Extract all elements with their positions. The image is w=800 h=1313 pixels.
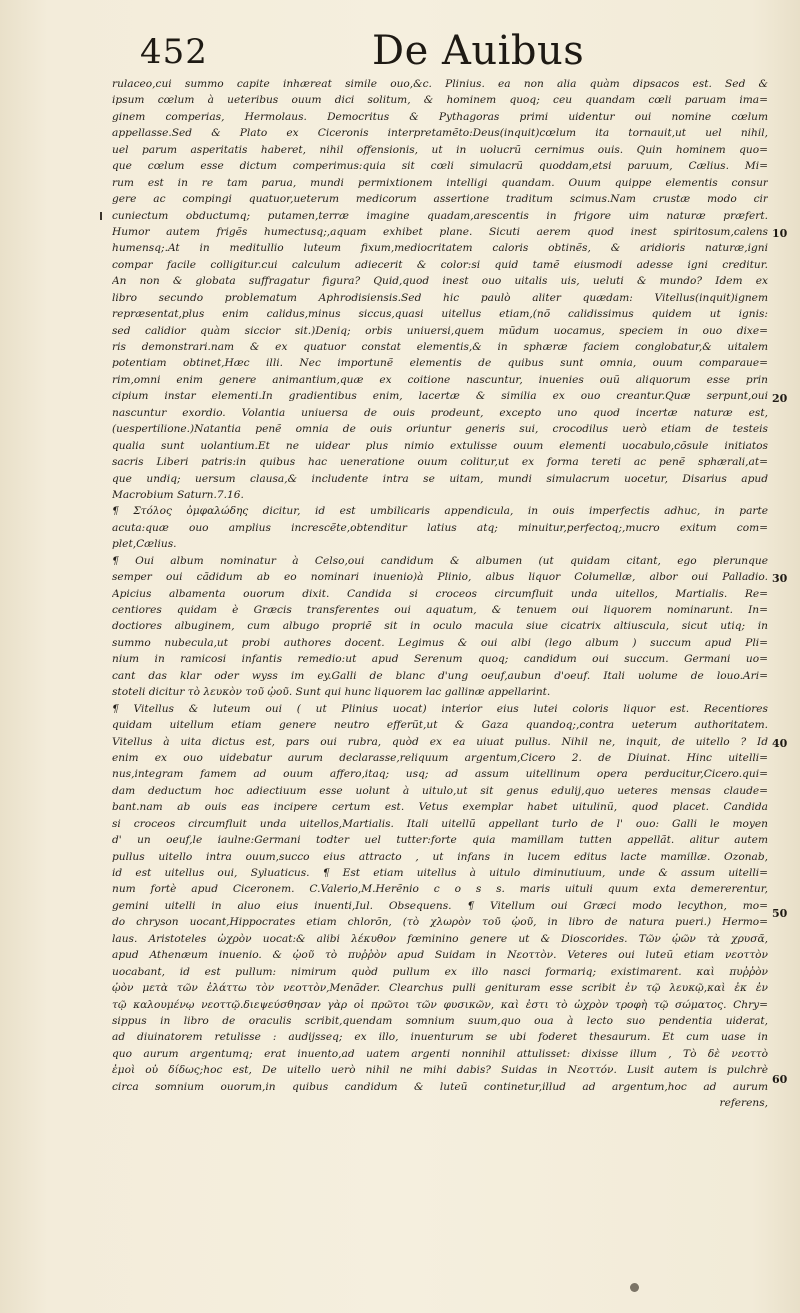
text-line: ¶ Oui album nominatur à Celso,oui candidum & albumen (ut quidam citant, ego plerunque: [112, 554, 768, 567]
text-line: cipium instar elementi.In gradientibus enim, lacertæ & similia ex ouo creantur.Quæ serpunt,oui: [112, 390, 768, 403]
text-line: Apicius albamenta ouorum dixit. Candida si croceos circumfluit unda uitellos, Martialis. Re=: [112, 587, 768, 600]
text-line: uel parum asperitatis haberet, nihil offensionis, ut in uolucrũ cernimus ouis. Quin hominem quo=: [112, 143, 768, 156]
text-line: sacris Liberi patris:in quibus hac ueneratione ouum colitur,ut ex forma tereti ac penẽ sphærali,at=: [112, 456, 768, 469]
text-line: quidam uitellum etiam genere neutro efferũt,ut & Gaza quandoq;,contra ueterum authoritatem.: [112, 719, 768, 732]
ink-spot: [630, 1283, 639, 1292]
text-line: humensq;.At in meditullio luteum fixum,mediocritatem caloris obtinẽs, & aridioris naturæ,igni: [112, 242, 768, 255]
margin-mark: [100, 212, 102, 220]
text-line: ᾠὸν μετὰ τῶν ἐλάττω τὸν νεοττὸν,Menãder. Clearchus pulli genituram esse scribit ἐν τῷ λευκῷ,καὶ ἐκ ἐν: [112, 982, 768, 995]
text-line: appellasse.Sed & Plato ex Ciceronis interpretamẽto:Deus(inquit)cœlum ita tornauit,ut uel nihil,: [112, 127, 768, 140]
text-line: sippus in libro de oraculis scribit,quendam somnium suum,quo oua à lecto suo pendentia uiderat,: [112, 1014, 768, 1027]
text-line: do chryson uocant,Hippocrates etiam chlorõn, (τὸ χλωρὸν τοῦ ᾠοῦ, in libro de natura pueri.) Hermo=: [112, 916, 768, 929]
text-line: Macrobium Saturn.7.16.: [112, 488, 244, 501]
text-line: potentiam obtinet,Hæc illi. Nec importunẽ elementis de quibus sunt omnia, ouum comparaue=: [112, 357, 768, 370]
text-line: quo aurum argentumq; erat inuento,ad uatem argenti nonnihil attulisset: dixisse illum , Τὸ δὲ νεοττὸ: [112, 1047, 768, 1060]
text-line: apud Athenæum inuenio. & ᾠοῦ τὸ πυῤῥὸν apud Suidam in Νεοττὸν. Veteres oui luteũ etiam νεοττὸν: [112, 949, 768, 962]
text-line: rulaceo,cui summo capite inhæreat simile ouo,&c. Plinius. ea non alia quàm dipsacos est. Sed &: [112, 78, 768, 90]
text-line: d' un oeuf,le iaulne:Germani todter uel tutter:forte quia mamillam tutten appellãt. alitur autem: [112, 834, 768, 847]
text-line: (uespertilione.)Natantia penẽ omnia de ouis oriuntur generis sui, crocodilus uerò etiam de testeis: [112, 423, 768, 436]
text-line: referens,: [719, 1097, 768, 1110]
text-line: id est uitellus oui, Syluaticus. ¶ Est etiam uitellus à uitulo diminutiuum, unde & assum uitelli=: [112, 867, 768, 879]
margin-line-number: 20: [772, 392, 788, 405]
text-line: repræsentat,plus enim calidus,minus siccus,quasi uitellus etiam,(nõ calidissimus quidem ut ignis:: [112, 308, 768, 321]
text-line: rim,omni enim genere animantium,quæ ex coitione nascuntur, inuenies ouũ aliquorum esse prin: [112, 373, 768, 386]
text-line: gere ac compingi quatuor,ueterum medicorum assertione traditum scimus.Nam crustæ modo cir: [112, 193, 768, 206]
text-line: ris demonstrari.nam & ex quatuor constat elementis,& in sphæræ faciem conglobatur,& uitalem: [112, 341, 768, 353]
text-line: laus. Aristoteles ὠχρὸν uocat:& alibi λέκυθον fœminino genere ut & Dioscorides. Τῶν ᾠῶν τὰ χρυσᾶ,: [112, 932, 768, 945]
text-line: que cœlum esse dictum comperimus:quia sit cœli simulacrũ quoddam,etsi paruum, Cælius. Mi=: [112, 160, 768, 173]
text-line: uocabant, id est pullum: nimirum quòd pullum ex illo nasci formariq; existimarent. καὶ πυῤῥὸν: [112, 965, 768, 978]
text-line: ¶ Στόλος ὀμφαλώδης dicitur, id est umbilicaris appendicula, in ouis imperfectis adhuc, in parte: [112, 505, 768, 518]
text-line: acuta:quæ ouo amplius increscẽte,obtenditur latius atq; minuitur,perfectoq;,mucro exitum com=: [112, 521, 768, 534]
text-line: nus,integram famem ad ouum affero,itaq; usq; ad assum uitellinum opera perducitur,Cicero.qui=: [112, 768, 768, 781]
text-line: compar facile colligitur.cui calculum adiecerit & color:si quid tamẽ eiusmodi adesse igni creditur.: [112, 258, 768, 271]
text-line: Humor autem frigẽs humectusq;,aquam exhibet plane. Sicuti aerem quod inest spiritosum,calens: [112, 225, 768, 238]
text-line: stoteli dicitur τὸ λευκὸν τοῦ ᾠοῦ. Sunt qui hunc liquorem lac gallinæ appellarint.: [112, 686, 551, 699]
text-line: nascuntur exordio. Volantia uniuersa de ouis prodeunt, excepto uno quod incertæ naturæ est,: [112, 406, 768, 419]
text-line: An non & globata suffragatur figura? Quid,quod inest ouo uitalis uis, ueluti & mundo? Idem ex: [112, 275, 768, 288]
text-line: que undiq; uersum clausa,& includente intra se uitam, mundi simulacrum uocetur, Disarius apud: [112, 472, 768, 485]
margin-line-number: 40: [772, 737, 788, 750]
text-line: ipsum cœlum à ueteribus ouum dici solitum, & hominem quoq; ceu quandam cœli paruam ima=: [112, 94, 768, 107]
text-line: ad diuinatorem retulisse : audijsseq; ex illo, inuenturum se ubi foderet thesaurum. Et cum uase in: [112, 1031, 768, 1044]
margin-line-number: 60: [772, 1073, 788, 1086]
margin-line-number: 30: [772, 572, 788, 585]
text-line: τῷ καλουμένῳ νεοττῷ.διεψεύσθησαν γὰρ οἱ πρῶτοι τῶν φυσικῶν, καὶ ἐστι τὸ ὠχρὸν τροφὴ τῷ σώματος. Chry=: [112, 998, 768, 1011]
text-line: centiores quidam è Græcis transferentes oui aquatum, & tenuem oui liquorem nominarunt. In=: [112, 604, 768, 616]
page-header: [140, 28, 700, 76]
page-number: 452: [140, 32, 208, 72]
text-line: sed calidior quàm siccior sit.)Deniq; orbis uniuersi,quem mũdum uocamus, speciem in ouo dixe=: [112, 324, 768, 337]
text-line: dam deductum hoc adiectiuum esse uolunt à uitulo,ut sit genus edulij,quo ueteres mensas claude=: [112, 784, 768, 797]
text-line: cant das klar oder wyss im ey.Galli de blanc d'ung oeuf,aubun d'oeuf. Itali uolume de louo.Ari=: [112, 669, 768, 682]
margin-line-number: 50: [772, 907, 788, 920]
text-line: cuniectum obductumq; putamen,terræ imagine quadam,arescentis in frigore uim naturæ præfert.: [112, 209, 768, 222]
text-line: Vitellus à uita dictus est, pars oui rubra, quòd ex ea uiuat pullus. Nihil ne, inquit, de uitello ? Id: [112, 735, 768, 748]
margin-line-number: 10: [772, 227, 788, 240]
text-line: ἐμοὶ οὐ δίδως;hoc est, De uitello uerò nihil ne mihi dabis? Suidas in Νεοττόν. Lusit autem is pulchrè: [112, 1064, 768, 1077]
text-line: enim ex ouo uidebatur aurum declarasse,reliquum argentum,Cicero 2. de Diuinat. Hinc uitelli=: [112, 751, 768, 764]
text-line: num fortè apud Ciceronem. C.Valerio,M.Herẽnio c o s s. maris uituli quum exta demererentur,: [112, 883, 768, 896]
body-text: [112, 76, 768, 1112]
running-title: De Auibus: [372, 28, 585, 74]
text-line: ¶ Vitellus & luteum oui ( ut Plinius uocat) interior eius lutei coloris liquor est. Recentiores: [112, 702, 768, 715]
text-line: semper oui cãdidum ab eo nominari inuenio)à Plinio, albus liquor Columellæ, albor oui Palladio.: [112, 571, 768, 584]
text-line: qualia sunt uolantium.Et ne uidear plus nimio extulisse ouum elementi uocabulo,cõsule initiatos: [112, 439, 768, 452]
text-line: si croceos circumfluit unda uitellos,Martialis. Itali uitellũ appellant turlo de l' ouo: Galli le moyen: [112, 817, 768, 830]
text-line: bant.nam ab ouis eas incipere certum est. Vetus exemplar habet uitulinũ, quod placet. Candida: [112, 801, 768, 814]
text-line: nium in ramicosi infantis remedio:ut apud Serenum quoq; candidum oui succum. Germani uo=: [112, 653, 768, 666]
text-line: summo nubecula,ut probi authores docent. Legimus & oui albi (lego album ) succum apud Pli=: [112, 636, 768, 649]
text-line: circa somnium ouorum,in quibus candidum & luteũ continetur,illud ad argentum,hoc ad aurum: [112, 1080, 768, 1093]
text-line: plet,Cælius.: [112, 538, 177, 551]
text-line: doctiores albuginem, cum albugo propriẽ sit in oculo macula siue cicatrix altiuscula, sicut utiq; in: [112, 620, 768, 633]
text-line: gemini uitelli in aluo eius inuenti,Iul. Obsequens. ¶ Vitellum oui Græci modo lecython, mo=: [112, 899, 768, 912]
text-line: libro secundo problematum Aphrodisiensis.Sed hic paulò aliter quædam: Vitellus(inquit)ignem: [112, 291, 768, 304]
text-line: rum est in re tam parua, mundi permixtionem intelligi quandam. Ouum quippe elementis consur: [112, 176, 768, 189]
text-line: pullus uitello intra ouum,succo eius attracto , ut infans in lucem editus lacte mamillæ. Ozonab,: [112, 850, 768, 863]
text-line: ginem comperias, Hermolaus. Democritus & Pythagoras primi uidentur oui nomine cœlum: [112, 110, 768, 123]
